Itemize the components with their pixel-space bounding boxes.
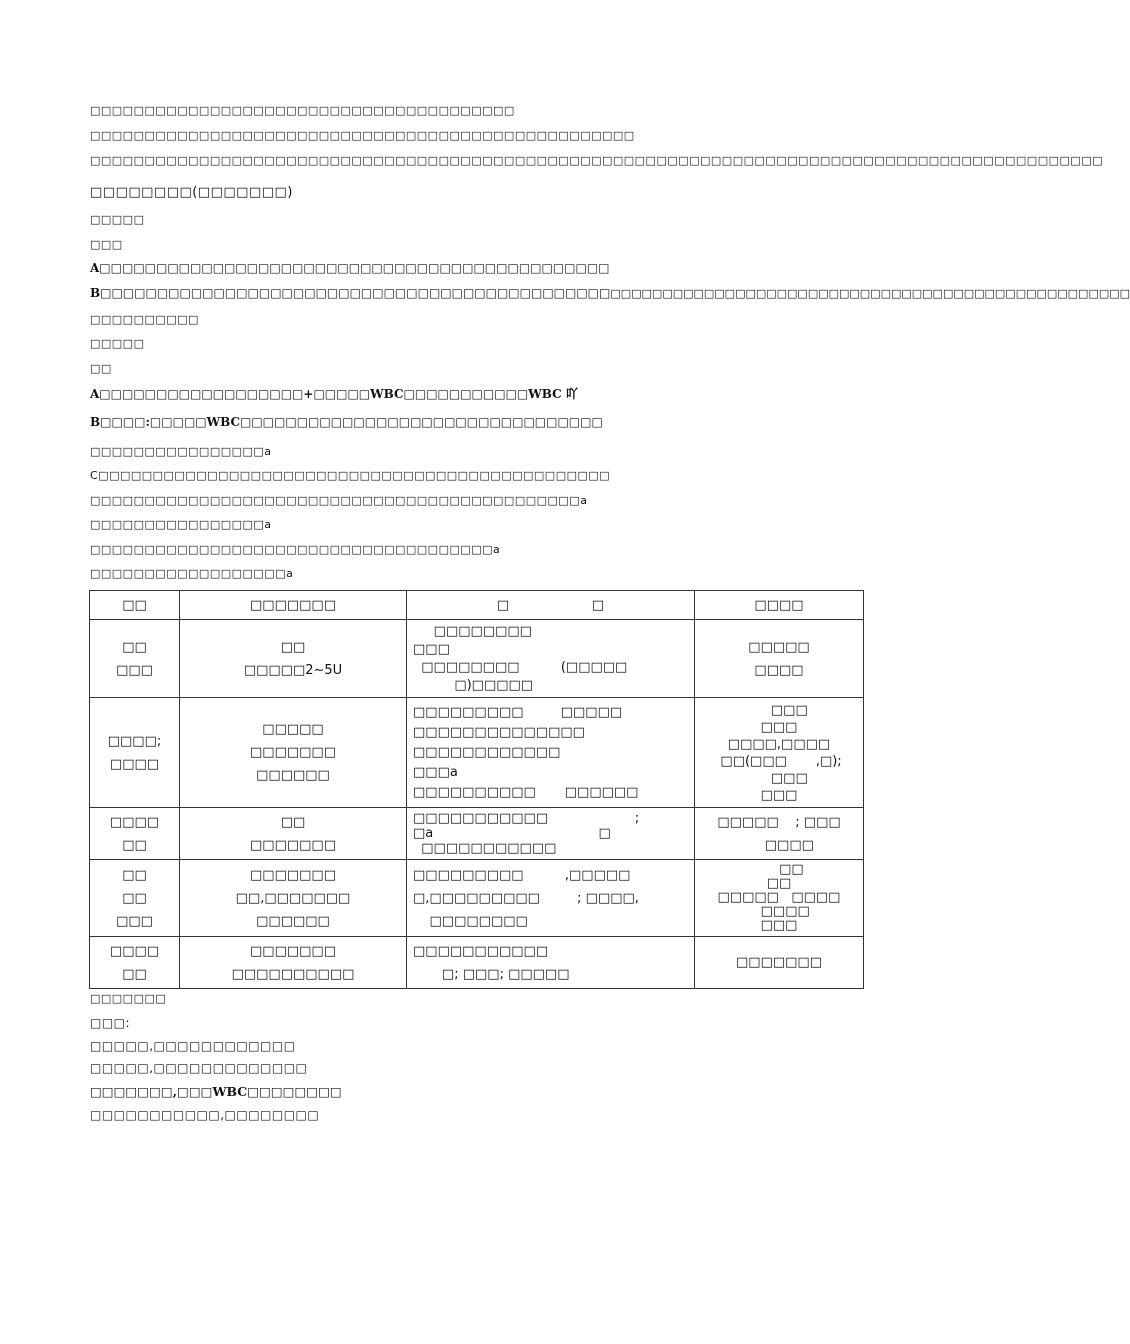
cell-text: □□□□□□□□□□□ [413, 841, 557, 856]
table-cell [180, 860, 407, 937]
cell-text: □□□□□□□ [250, 745, 336, 760]
cell-text: □□□□□□□□□ ,□□□□□ [413, 867, 631, 883]
cell-text: □□□□ [748, 904, 810, 919]
table-cell [90, 860, 180, 937]
cell-text: □□ [122, 890, 147, 906]
section-label: □□□□□ [90, 337, 145, 350]
table-cell [90, 698, 180, 808]
list-item-b: B□□□□:□□□□□WBC□□□□□□□□□□□□□□□□□□□□□□□□□□□□□□□□ [90, 415, 603, 429]
table-cell [407, 808, 695, 860]
cell-text: □□□ [760, 918, 798, 933]
paragraph-line: C□□□□□□□□□□□□□□□□□□□□□□□□□□□□□□□□□□□□□□□□□□□□□□□ [90, 469, 611, 482]
cell-text: □□□□; [107, 733, 162, 749]
cell-text: □□,□□□□□□□ [235, 890, 351, 906]
cell-text: □□□□□ [748, 639, 810, 655]
cell-text: □□□ [760, 787, 798, 803]
paragraph-line: □□□□□□□□□□□□□□□□□□□□□□□□□□□□□□□□□□□□□□□ [90, 104, 515, 117]
table-cell [695, 860, 864, 937]
section-label: □□□□□ [90, 213, 145, 226]
cell-text: □□ [754, 862, 804, 877]
table-cell [695, 620, 864, 698]
cell-text: □□□ [760, 719, 798, 735]
cell-text: □□□□□□□□ [413, 623, 532, 639]
column-header: □ □ [407, 591, 695, 620]
note-line: □□□□□,□□□□□□□□□□□□ [90, 1039, 296, 1053]
cell-text: □,□□□□□□□□□ ; □□□□, [413, 890, 639, 906]
cell-text: □□□a [413, 764, 458, 780]
note-line: □□□□□□□□□□□,□□□□□□□□ [90, 1108, 320, 1122]
table-cell [407, 620, 695, 698]
cell-text: □□□□□ □□□□ [717, 890, 841, 905]
cell-text: □□□□□□□ [736, 955, 822, 970]
cell-text: □□□□□ ; □□□ [717, 814, 841, 830]
section-sublabel: □□ [90, 362, 112, 375]
paragraph-line: □□□□□□□□□□□□□□□□□□□□□□□□□□□□□□□□□□□□□□□□□□□□□□□□□□□□□□□□□□□□□□□□□□□□□□□□□□□□□□□□□□□□□□□□□□□□□ [90, 154, 1104, 167]
paragraph-line: □□□□□□□□□□□□□□□□□□□□□□□□□□□□□□□□□□□□□a [90, 543, 501, 556]
table-cell [695, 808, 864, 860]
table-cell [90, 937, 180, 989]
paragraph-line: □□□□□□□□□□□□□□□□a [90, 445, 272, 458]
paragraph-line: □□□□□□□□□□□□□□□□□□a [90, 567, 294, 580]
cell-text: □□□ [750, 770, 808, 786]
cell-text: □□□□□ [262, 722, 324, 737]
table-cell [695, 698, 864, 808]
cell-text: □□□□□□□□□□ □□□□□□ [413, 784, 639, 800]
cell-text: □□(□□□ ,□); [716, 753, 842, 769]
cell-text: □□□□□□□ [250, 837, 336, 853]
cell-text: □□□□□□□□□□□□□□ [413, 724, 585, 740]
note-line: □□□□□□□,□□□WBC□□□□□□□□ [90, 1084, 342, 1099]
cell-text: □□□ [116, 913, 153, 929]
note-line: □□□□□,□□□□□□□□□□□□□ [90, 1061, 308, 1075]
cell-text: □□ [280, 639, 306, 655]
cell-text: □□ [122, 639, 147, 655]
list-item-b-rest: □□□□□□□□□□□□□□□□□□□□□□□□□□□□□□□□□□□□□□□□□□□□□□□□□□ [610, 287, 1130, 300]
cell-text: □□□□ [109, 814, 160, 830]
cell-text: □□□□□□□□□□□□ [413, 744, 561, 760]
table-row [90, 860, 864, 937]
cell-text: □□□□□□□□□□□ ; [413, 811, 640, 826]
table-cell [180, 808, 407, 860]
cell-text: □□□□ [754, 662, 804, 678]
paragraph-line: □□□□□□□□□□□□□□□□a [90, 518, 272, 531]
table-cell [180, 698, 407, 808]
section-heading: □□□□□□□□(□□□□□□□) [90, 185, 293, 200]
list-item-b-lead: B□□□□□□□□□□□□□□□□□□□□□□□□□□□□□□□□□□□□□□□□□□□□□ [90, 286, 611, 300]
table-row [90, 620, 864, 698]
table-cell [90, 808, 180, 860]
cell-text: □□□□□□ [256, 913, 330, 929]
section-sublabel: □□□ [90, 238, 123, 251]
data-table [89, 590, 864, 989]
table-cell [180, 620, 407, 698]
cell-text: □□□ [750, 702, 808, 718]
list-item-a: A□□□□□□□□□□□□□□□□□□□□□□□□□□□□□□□□□□□□□□□□□□□□□ [90, 261, 610, 275]
column-header: □□□□□□□ [180, 591, 407, 620]
paragraph-line: □□□□□□□ [90, 992, 167, 1005]
table-header-row [90, 591, 864, 620]
cell-text: □□□□ [109, 756, 160, 772]
cell-text: □□□□□□□□□□ [231, 966, 355, 982]
table-body [90, 620, 864, 989]
cell-text: □□□□□□□ [250, 867, 336, 883]
cell-text: □a □ [413, 826, 611, 841]
table-cell [180, 937, 407, 989]
cell-text: □□□ [116, 662, 153, 678]
table-cell [407, 937, 695, 989]
cell-text: □□□□ [744, 837, 814, 853]
table-row [90, 698, 864, 808]
cell-text: □□ [280, 814, 306, 830]
cell-text: □□ [122, 867, 147, 883]
cell-text: □□□□□□□ [250, 943, 336, 959]
table-cell [90, 620, 180, 698]
paragraph-line: □□□□□□□□□□□□□□□□□□□□□□□□□□□□□□□□□□□□□□□□□□□□□a [90, 494, 588, 507]
cell-text: □□□□□□ [256, 768, 330, 783]
paragraph-line: □□□□□□□□□□ [90, 313, 199, 326]
table-row [90, 808, 864, 860]
cell-text: □□□□,□□□□ [727, 736, 831, 752]
cell-text: □□□□□□□□ [413, 913, 528, 929]
column-header: □□ [90, 591, 180, 620]
table-cell [407, 698, 695, 808]
cell-text: □□ [122, 837, 147, 853]
cell-text: □□□□□□□□□ □□□□□ [413, 704, 623, 720]
cell-text: □□ [766, 876, 792, 891]
column-header: □□□□ [695, 591, 864, 620]
cell-text: □; □□□; □□□□□ [413, 966, 570, 982]
cell-text: □□□□ [109, 943, 160, 959]
cell-text: □□□ [413, 641, 450, 657]
cell-text: □□□□□□□□□□□ [413, 943, 549, 959]
cell-text: □)□□□□□ [413, 677, 534, 693]
cell-text: □□□□□2~5U [243, 662, 343, 678]
cell-text: □□□□□□□□ (□□□□□ [413, 659, 628, 675]
table-cell [407, 860, 695, 937]
list-item-a: A□□□□□□□□□□□□□□□□□□+□□□□□WBC□□□□□□□□□□□WBC 吖 [90, 387, 578, 401]
table-row [90, 937, 864, 989]
table-cell [695, 937, 864, 989]
cell-text: □□ [122, 966, 147, 982]
paragraph-line: □□□□□□□□□□□□□□□□□□□□□□□□□□□□□□□□□□□□□□□□□□□□□□□□□□ [90, 129, 635, 142]
list-item-b [90, 286, 1130, 300]
notes-label: □□□: [90, 1016, 131, 1030]
